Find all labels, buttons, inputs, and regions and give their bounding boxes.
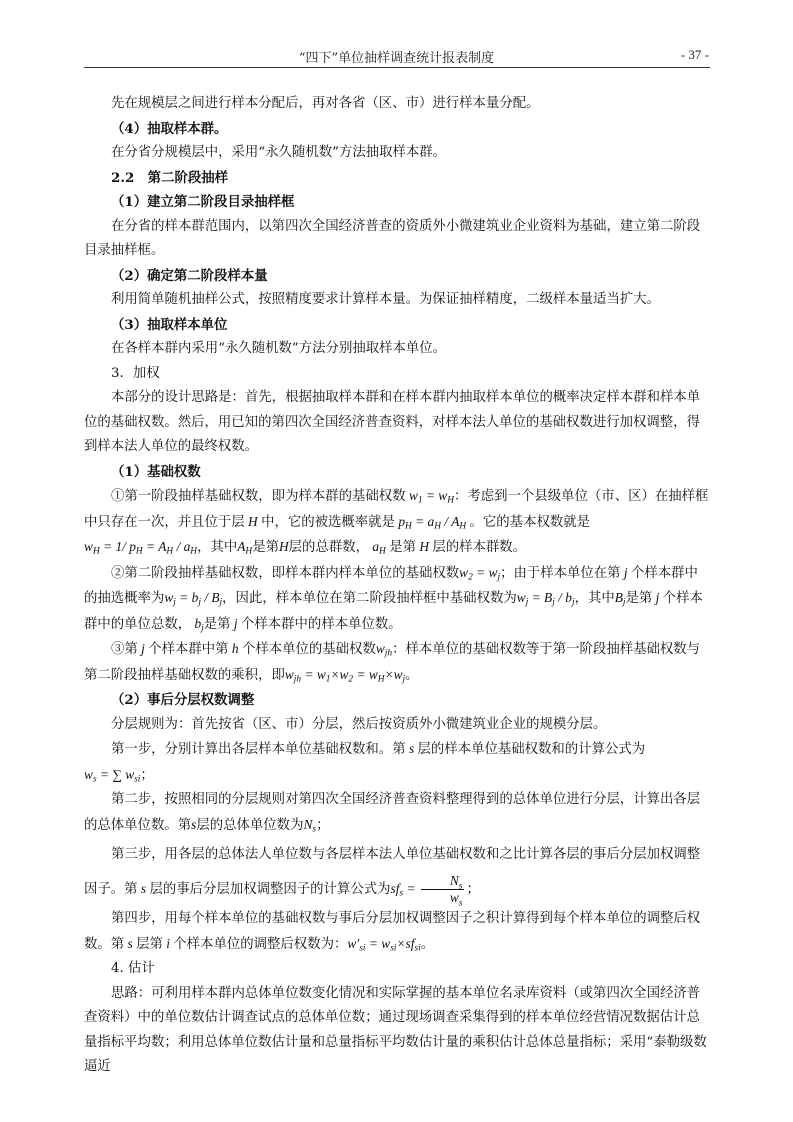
paragraph: 思路：可利用样本群内总体单位数变化情况和实际掌握的基本单位名录库资料（或第四次全国经济普查资料）中的单位数估计调查试点的总体单位数；通过现场调查采集得到的样本单位经营情况数据估计总量指标平均数；利用总体单位数估计量和总量指标平均数估计量的乘积估计总体总量指标；采用“泰勒级数逼近	[84, 985, 707, 1074]
page-number: - 37 -	[680, 47, 709, 62]
formula: $w_j = B_j / b_j$	[516, 590, 575, 608]
paragraph: 在分省分规模层中，采用“永久随机数”方法抽取样本群。	[111, 145, 447, 160]
fraction-formula: $\frac{N_s}{w_s}$	[421, 873, 465, 906]
paragraph: 利用简单随机抽样公式，按照精度要求计算样本量。为保证抽样精度，二级样本量适当扩大。	[111, 292, 661, 307]
paragraph-first-stage-weight: ①第一阶段抽样基础权数，即为样本群的基础权数 $w_1 = w_H$：考虑到一个县级单位（市、区）在抽样框中只存在一次，并且位于层 H 中，它的被选概率就是 $p_H = a_H / A_H$ 。它的基本权数就是$w_H = 1/$ $p_H = A_H / a_H$，其中$A_H$是第H层的总群数， $a_H$ 是第 H 层的样本群数。	[84, 488, 709, 557]
formula: $w_H = 1/$ $p_H = A_H / a_H$	[84, 539, 198, 557]
paragraph: 在各样本群内采用“永久随机数”方法分别抽取样本单位。	[111, 341, 447, 356]
paragraph-step-2: 第二步，按照相同的分层规则对第四次全国经济普查资料整理得到的总体单位进行分层，计算出各层的总体单位数。第s层的总体单位数为$N_s$；	[84, 792, 701, 834]
page-header-title: “四下”单位抽样调查统计报表制度	[298, 51, 495, 66]
paragraph-second-stage-weight: ②第二阶段抽样基础权数，即样本群内样本单位的基础权数$w_2 = w_j$；由于样本单位在第 j 个样本群中的抽选概率为$w_j = b_j / B_j$，因此，样本单位在第二阶段抽样框中基础权数为$w_j = B_j / b_j$，其中$B_j$是第 j 个样本群中的单位总数， $b_j$是第 j 个样本群中的样本单位数。	[84, 564, 703, 633]
document-body	[84, 92, 710, 1080]
paragraph-step-1: 第一步，分别计算出各层样本单位基础权数和。第 s 层的样本单位基础权数和的计算公式为$w_s$ = ∑ $w_{si}$；	[84, 741, 646, 784]
formula: $w'_{si} = w_{si}\times sf_{si}$	[347, 935, 421, 953]
formula: $p_H = a_H / A_H$	[394, 513, 467, 531]
paragraph: 本部分的设计思路是：首先，根据抽取样本群和在样本群内抽取样本单位的概率决定样本群和样本单位的基础权数。然后，用已知的第四次全国经济普查资料，对样本法人单位的基础权数进行加权调整，得到样本法人单位的最终权数。	[84, 390, 701, 454]
formula: $w_2 = w_j$	[459, 564, 501, 582]
paragraph: 在分省的样本群范围内，以第四次全国经济普查的资质外小微建筑业企业资料为基础，建立第二阶段目录抽样框。	[84, 218, 701, 258]
section-heading: 4. 估计	[111, 961, 155, 976]
paragraph-unit-weight: ③第 j 个样本群中第 h 个样本单位的基础权数$w_{jh}$：样本单位的基础权数等于第一阶段抽样基础权数与第二阶段抽样基础权数的乘积，即$w_{jh} = w_1\times w_2 = w_H\times w_j$。	[84, 641, 701, 684]
formula: $w_{jh}$	[375, 641, 393, 659]
formula: $w_1 = w_H$	[405, 488, 455, 506]
formula: $N_s$	[303, 816, 317, 834]
section-heading: （4）抽取样本群。	[111, 120, 228, 137]
section-heading: 2.2 第二阶段抽样	[111, 169, 229, 186]
formula: $sf_s$ =	[390, 881, 419, 899]
formula: $w_j = b_j / B_j$	[164, 590, 223, 608]
section-heading: （1）基础权数	[111, 463, 201, 480]
section-heading: 3．加权	[111, 365, 160, 381]
section-heading: （2）事后分层权数调整	[111, 692, 255, 708]
paragraph-step-3: 第三步，用各层的总体法人单位数与各层样本法人单位基础权数和之比计算各层的事后分层加权调整因子。第 s 层的事后分层加权调整因子的计算公式为$sf_s$ = $\frac{N_s}{w_s}$ ；	[84, 847, 701, 909]
section-heading: （3）抽取样本单位	[111, 316, 228, 333]
formula: $w_s$ = ∑ $w_{si}$	[84, 766, 141, 784]
paragraph: 分层规则为：首先按省（区、市）分层，然后按资质外小微建筑业企业的规模分层。	[111, 716, 607, 732]
section-heading: （2）确定第二阶段样本量	[111, 267, 268, 284]
formula: $w_{jh} = w_1\times w_2 = w_H\times w_j$	[284, 666, 406, 684]
paragraph-step-4: 第四步，用每个样本单位的基础权数与事后分层加权调整因子之积计算得到每个样本单位的调整后权数。第 s 层第 i 个样本单位的调整后权数为：$w'_{si} = w_{si}\times sf_{si}$。	[84, 911, 701, 953]
header-rule	[84, 67, 710, 68]
section-heading: （1）建立第二阶段目录抽样框	[111, 194, 295, 210]
paragraph: 先在规模层之间进行样本分配后，再对各省（区、市）进行样本量分配。	[111, 96, 540, 111]
